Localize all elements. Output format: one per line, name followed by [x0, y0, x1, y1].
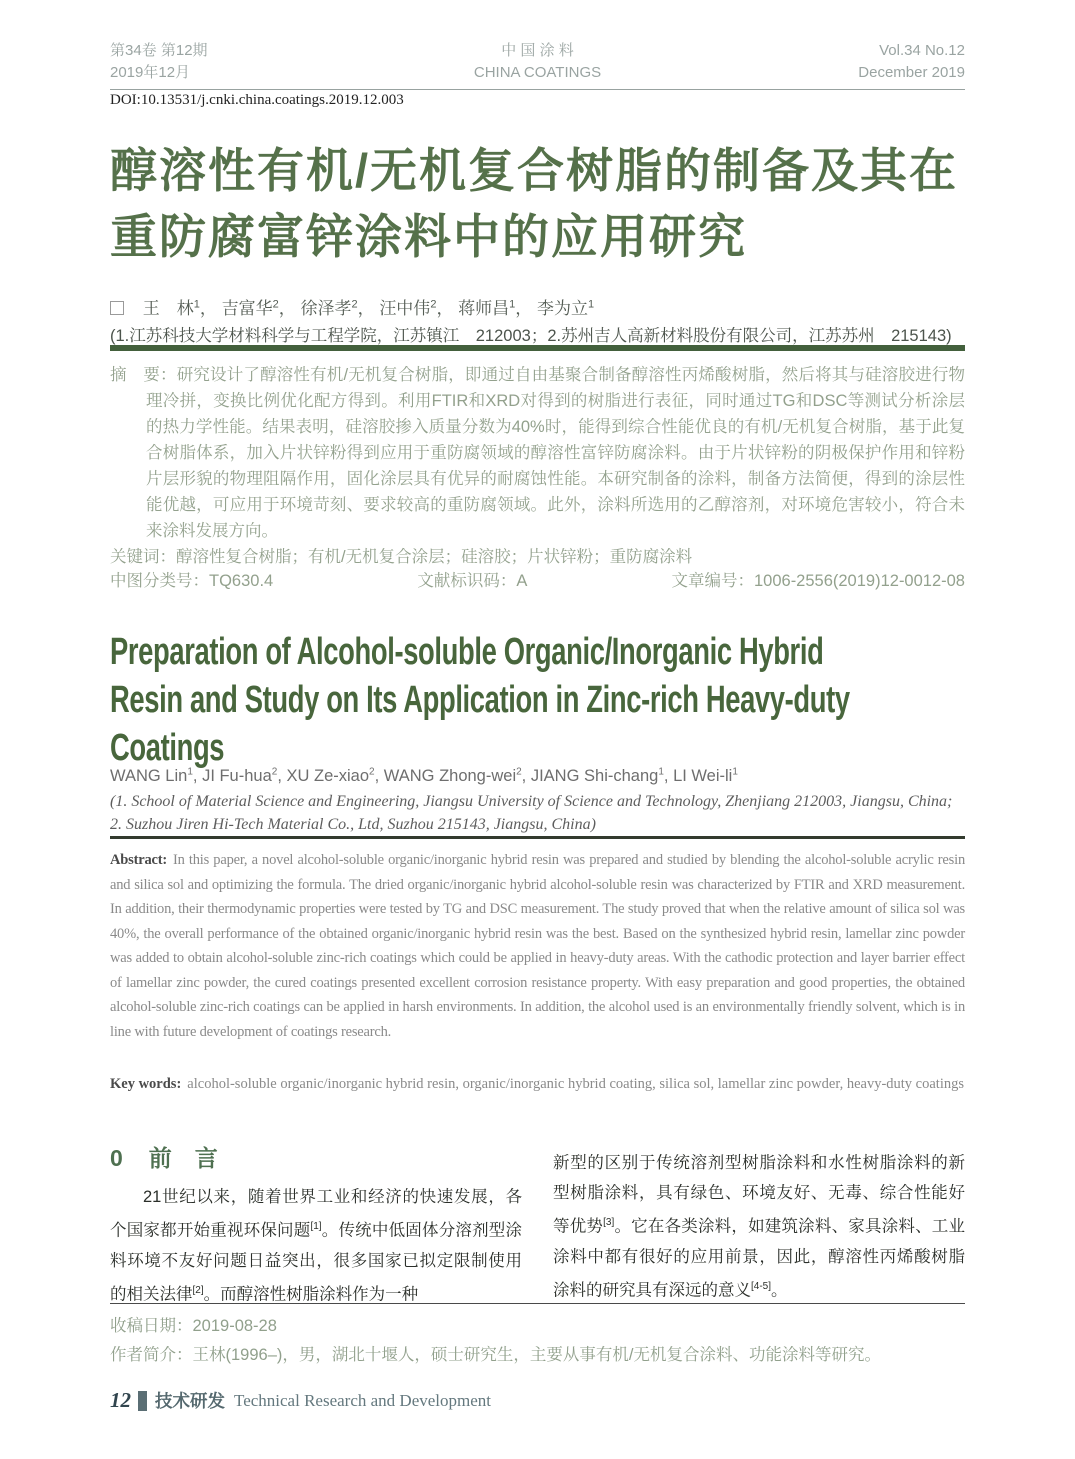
date-en: December 2019	[858, 64, 965, 81]
article-title-en-line2: Resin and Study on Its Application in Zinc-rich Heavy-duty	[110, 679, 850, 721]
author-en: JI Fu-hua$^2$,	[202, 766, 287, 785]
abstract-en	[110, 848, 965, 1044]
intro-right-column	[553, 1140, 965, 1309]
date-cn: 2019年12月	[110, 64, 191, 81]
footer-bar-icon	[138, 1391, 147, 1411]
keywords-cn	[110, 543, 965, 567]
author-en: LI Wei-$li^1$	[673, 766, 738, 785]
volume-issue-cn: 第34卷 第12期	[110, 42, 208, 59]
citation-ref: [1]	[310, 1221, 322, 1232]
abstract-top-rule	[110, 836, 965, 839]
green-divider-bar	[110, 345, 965, 351]
page-number: 12	[110, 1388, 131, 1412]
received-date: 收稿日期：2019-08-28	[110, 1317, 277, 1335]
citation-ref: [3]	[603, 1217, 615, 1228]
author-en: WANG Zhong-wei$^2$,	[383, 766, 531, 785]
article-title-en-line3: Coatings	[110, 727, 225, 769]
journal-name-en: CHINA COATINGS	[473, 64, 602, 81]
author-bio: 作者简介：王林(1996–)，男，湖北十堰人，硕士研究生，主要从事有机/无机复合涂料、功能涂料等研究。	[110, 1346, 881, 1364]
authors-en	[110, 766, 965, 786]
article-title-cn	[110, 138, 965, 270]
article-title-cn-line2: 重防腐富锌涂料中的应用研究	[110, 210, 747, 263]
doi-line: DOI:10.13531/j.cnki.china.coatings.2019.12.003	[110, 92, 404, 108]
section-number: 0	[110, 1145, 123, 1171]
author-cn: 吉富华$^2$，	[221, 298, 296, 318]
introduction-section	[110, 1140, 965, 1309]
citation-ref: [2]	[192, 1284, 204, 1296]
citation-ref: [4-5]	[751, 1280, 772, 1292]
footnote-rule	[110, 1303, 965, 1304]
header-journal-name	[395, 40, 680, 84]
section-title: 前 言	[148, 1145, 218, 1171]
keywords-cn-label: 关键词：	[110, 548, 176, 566]
affiliation-en	[110, 790, 965, 836]
article-title-cn-line1: 醇溶性有机/无机复合树脂的制备及其在	[110, 144, 959, 197]
keywords-cn-text: 醇溶性复合树脂；有机/无机复合涂层；硅溶胶；片状锌粉；重防腐涂料	[176, 548, 693, 566]
footnote-block	[110, 1312, 965, 1370]
journal-name-cn: 中 国 涂 料	[501, 42, 574, 59]
keywords-en-text: alcohol-soluble organic/inorganic hybrid resin, organic/inorganic hybrid coating, silica sol, lamellar zinc powder, heavy-duty coatings	[187, 1076, 965, 1092]
document-code: 文献标识码：A	[417, 572, 528, 590]
intro-left-column	[110, 1140, 522, 1309]
clc-number: 中图分类号：TQ630.4	[110, 572, 274, 590]
intro-paragraph-right: 新型的区别于传统溶剂型树脂涂料和水性树脂涂料的新型树脂涂料，具有绿色、环境友好、无毒、综合性能好等优势[3]。它在各类涂料，如建筑涂料、家具涂料、工业涂料中都有很好的应用前景，因此，醇溶性丙烯酸树脂涂料的研究具有深远的意义[4-5]。	[553, 1154, 965, 1299]
abstract-cn-label: 摘 要：	[110, 366, 177, 384]
classification-row	[110, 567, 965, 591]
author-cn: 徐泽孝$^2$，	[300, 298, 375, 318]
article-title-en	[110, 628, 965, 772]
author-marker-square-icon	[110, 301, 124, 315]
header-volume-issue-cn	[110, 40, 395, 84]
affiliation-cn: (1.江苏科技大学材料科学与工程学院，江苏镇江 212003；2.苏州吉人高新材料股份有限公司，江苏苏州 215143)	[110, 327, 952, 345]
affiliation-en-line2: 2. Suzhou Jiren Hi-Tech Material Co., Ltd, Suzhou 215143, Jiangsu, China)	[110, 816, 596, 833]
author-en: JIANG Shi-chang$^1$,	[530, 766, 674, 785]
section-heading	[110, 1140, 522, 1182]
article-title-en-line1: Preparation of Alcohol-soluble Organic/Inorganic Hybrid	[110, 631, 824, 673]
abstract-en-label: Abstract:	[110, 852, 167, 868]
abstract-cn-text: 研究设计了醇溶性有机/无机复合树脂，即通过自由基聚合制备醇溶性丙烯酸树脂，然后将其与硅溶胶进行物理冷拼，变换比例优化配方得到。利用FTIR和XRD对得到的树脂进行表征，同时通过TG和DSC等测试分析涂层的热力学性能。结果表明，硅溶胶掺入质量分数为40%时，能得到综合性能优良的有机/无机复合树脂，基于此复合树脂体系，加入片状锌粉得到应用于重防腐领域的醇溶性富锌防腐涂料。由于片状锌粉的阴极保护作用和锌粉片层形貌的物理阻隔作用，固化涂层具有优异的耐腐蚀性能。本研究制备的涂料，制备方法简便，得到的涂层性能优越，可应用于环境苛刻、要求较高的重防腐领域。此外，涂料所选用的乙醇溶剂，对环境危害较小，符合未来涂料发展方向。	[146, 366, 965, 540]
article-id: 文章编号：1006-2556(2019)12-0012-08	[671, 572, 965, 590]
abstract-cn	[110, 362, 965, 544]
footer-section-en: Technical Research and Development	[234, 1390, 492, 1410]
keywords-en-label: Key words:	[110, 1076, 182, 1092]
page-footer	[110, 1388, 965, 1413]
header-volume-issue-en	[680, 40, 965, 84]
authors-cn	[110, 294, 965, 319]
author-cn: 李为立$^1$	[537, 298, 595, 318]
keywords-en	[110, 1072, 965, 1097]
author-cn: 蒋师昌$^1$，	[458, 298, 533, 318]
intro-paragraph-left: 21世纪以来，随着世界工业和经济的快速发展，各个国家都开始重视环保问题[1]。传统中低固体分溶剂型涂料环境不友好问题日益突出，很多国家已拟定限制使用的相关法律[2]。而醇溶性树脂涂料作为一种	[110, 1188, 522, 1303]
author-en: WANG Lin$^1$,	[110, 766, 203, 785]
author-cn: 汪中伟$^2$，	[379, 298, 454, 318]
affiliation-en-line1: (1. School of Material Science and Engineering, Jiangsu University of Science and Technology, Zhenjiang 212003, Jiangsu, China;	[110, 793, 953, 810]
abstract-en-text: In this paper, a novel alcohol-soluble organic/inorganic hybrid resin was prepared and studied by blending the alcohol-soluble acrylic resin and silica sol and optimizing the formula. The dried organic/inorganic hybrid alcohol-soluble resin was characterized by FTIR and XRD measurement. In addition, their thermodynamic properties were tested by TG and DSC measurement. The study proved that when the relative amount of silica sol was 40%, the overall performance of the obtained organic/inorganic hybrid resin was the best. Based on the synthesized hybrid resin, lamellar zinc powder was added to obtain alcohol-soluble zinc-rich coatings which could be applied in heavy-duty areas. With the cathodic protection and layer barrier effect of lamellar zinc powder, the cured coatings presented excellent corrosion resistance property. With easy preparation and good properties, the obtained alcohol-soluble zinc-rich coatings can be applied in harsh environments. In addition, the alcohol used is an environmentally friendly solvent, which is in line with future development of coatings research.	[110, 852, 965, 1040]
volume-issue-en: Vol.34 No.12	[879, 42, 965, 59]
author-en: XU Ze-xiao$^2$,	[286, 766, 384, 785]
footer-section-cn: 技术研发	[155, 1391, 225, 1411]
author-cn: 王 林$^1$，	[142, 298, 217, 318]
journal-header	[110, 40, 965, 90]
